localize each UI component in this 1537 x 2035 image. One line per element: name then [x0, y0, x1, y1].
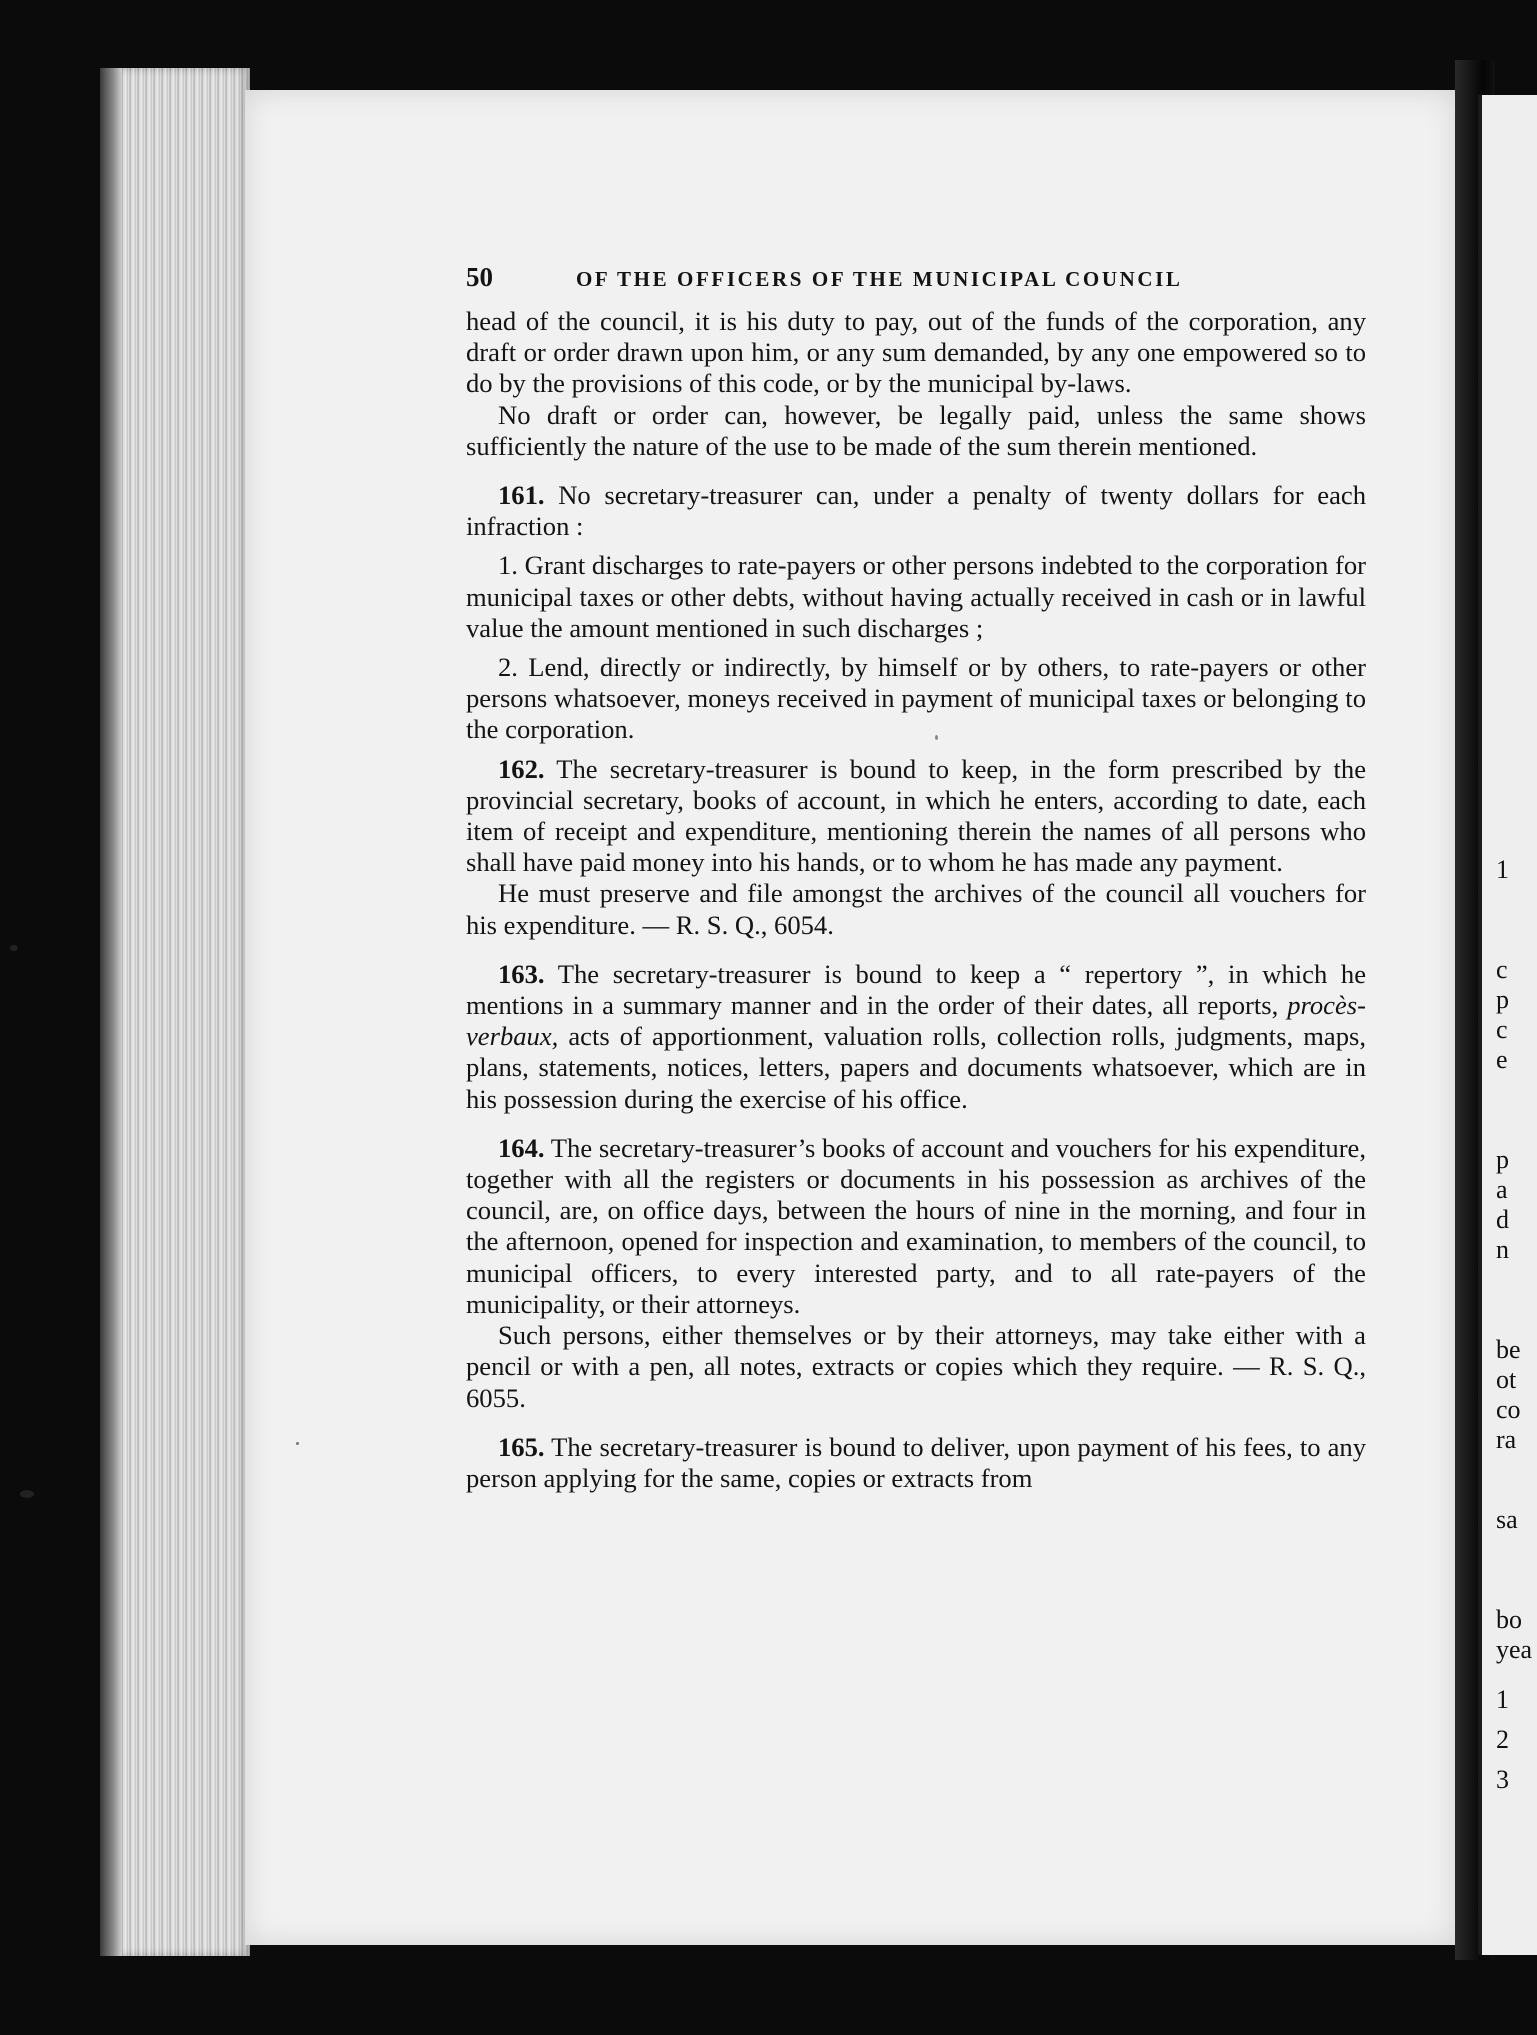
scan-speck	[935, 735, 938, 740]
paragraph-text: 2. Lend, directly or indirectly, by himself or by others, to rate-payers or other persons whatsoever, moneys received in payment of municipal taxes or belonging to the corporation.	[466, 652, 1366, 745]
section-164	[466, 1133, 1366, 1320]
facing-page-fragment: 1	[1496, 1685, 1509, 1714]
page-number: 50	[466, 262, 493, 292]
facing-page-fragment: co	[1496, 1395, 1521, 1424]
section-number: 161.	[498, 480, 545, 511]
facing-page-edge	[1478, 95, 1537, 1955]
paragraph-text: The secretary-treasurer is bound to keep a “ repertory ”, in which he mentions in a summary manner and in the order of their dates, all reports,	[466, 958, 1367, 1021]
paragraph-text: 1. Grant discharges to rate-payers or other persons indebted to the corporation for municipal taxes or other debts, without having actually received in cash or in lawful value the amount mentioned in such discharges ;	[466, 550, 1366, 643]
section-number: 164.	[498, 1132, 545, 1163]
list-item	[466, 652, 1366, 746]
paragraph	[466, 306, 1366, 400]
scan-speck	[10, 945, 18, 951]
facing-page-fragment: 3	[1496, 1765, 1509, 1794]
facing-page-fragment: e	[1496, 1045, 1508, 1074]
paragraph-text: head of the council, it is his duty to pay, out of the funds of the corporation, any draft or order drawn upon him, or any sum demanded, by any one empowered so to do by the provisions of this code, or by the municipal by-laws.	[466, 306, 1366, 399]
facing-page-fragment: ot	[1496, 1365, 1517, 1394]
paragraph	[466, 1320, 1366, 1414]
facing-page-fragment: c	[1496, 1015, 1508, 1044]
paragraph-text: No secretary-treasurer can, under a penalty of twenty dollars for each infraction :	[466, 480, 1366, 542]
facing-page-fragment: c	[1496, 955, 1508, 984]
scan-speck	[20, 1490, 34, 1498]
page-text-block	[466, 262, 1366, 1494]
facing-page-fragment: a	[1496, 1175, 1508, 1204]
italic-term: procès-verbaux,	[466, 990, 1366, 1052]
facing-page-fragment: 2	[1496, 1725, 1509, 1754]
paragraph	[466, 878, 1366, 940]
facing-page-fragment: d	[1496, 1205, 1509, 1234]
facing-page-fragment: p	[1496, 985, 1509, 1014]
paragraph-text: acts of apportionment, valuation rolls, collection rolls, judgments, maps, plans, statements, notices, letters, papers and documents whatsoever, which are in his possession during the exercise of his office.	[466, 1021, 1366, 1114]
scan-speck	[296, 1442, 299, 1445]
paragraph-text: No draft or order can, however, be legally paid, unless the same shows sufficiently the nature of the use to be made of the sum therein mentioned.	[466, 399, 1366, 461]
paragraph-text: He must preserve and file amongst the archives of the council all vouchers for his expenditure. — R. S. Q., 6054.	[466, 878, 1366, 940]
facing-page-fragment: ra	[1496, 1425, 1517, 1454]
paragraph	[466, 400, 1366, 462]
running-head	[466, 262, 1366, 292]
facing-page-fragment: bo	[1496, 1605, 1522, 1634]
paragraph-text: Such persons, either themselves or by their attorneys, may take either with a pencil or with a pen, all notes, extracts or copies which they require. — R. S. Q., 6055.	[466, 1320, 1366, 1413]
paragraph-text: The secretary-treasurer’s books of account and vouchers for his expenditure, together with all the registers or documents in his possession as archives of the council, are, on office days, between the hours of nine in the morning, and four in the afternoon, opened for inspection and examination, to members of the council, to municipal officers, to every interested party, and to all rate-payers of the municipality, or their attorneys.	[466, 1132, 1367, 1319]
facing-page-fragment: 1	[1496, 855, 1509, 884]
chapter-title: OF THE OFFICERS OF THE MUNICIPAL COUNCIL	[576, 267, 1183, 291]
section-161	[466, 480, 1366, 542]
paragraph-text: The secretary-treasurer is bound to keep, in the form prescribed by the provincial secretary, books of account, in which he enters, according to date, each item of receipt and expenditure, mentioning therein the names of all persons who shall have paid money into his hands, or to whom he has made any payment.	[466, 753, 1366, 878]
page-edges	[100, 68, 250, 1956]
section-162	[466, 754, 1366, 879]
list-item	[466, 550, 1366, 644]
paragraph-text: The secretary-treasurer is bound to deliver, upon payment of his fees, to any person applying for the same, copies or extracts from	[466, 1431, 1366, 1493]
facing-page-fragment: sa	[1496, 1505, 1518, 1534]
section-number: 162.	[498, 753, 545, 784]
facing-page-fragment: yea	[1496, 1635, 1533, 1664]
section-163	[466, 959, 1366, 1115]
facing-page-fragment: p	[1496, 1145, 1509, 1174]
section-number: 165.	[498, 1431, 545, 1462]
facing-page-fragment: be	[1496, 1335, 1521, 1364]
facing-page-fragment: n	[1496, 1235, 1509, 1264]
section-165	[466, 1432, 1366, 1494]
section-number: 163.	[498, 958, 545, 989]
